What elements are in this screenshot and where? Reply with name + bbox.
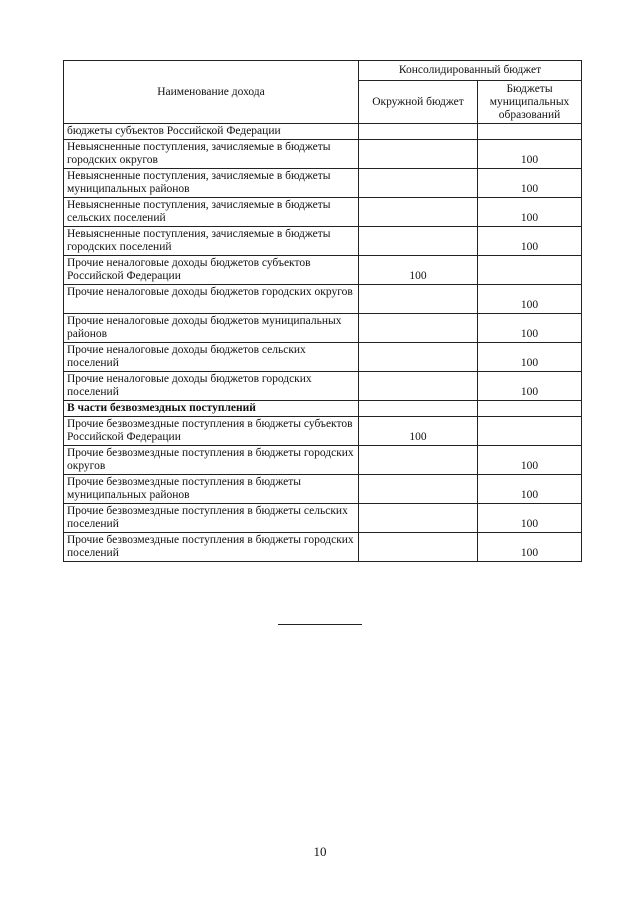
- row-name: Прочие неналоговые доходы бюджетов сельских поселений: [64, 343, 359, 372]
- separator-line: [278, 624, 362, 625]
- income-allocation-table: [63, 60, 582, 562]
- header-consolidated-budget: Консолидированный бюджет: [359, 61, 582, 81]
- district-value: [359, 140, 478, 169]
- district-value: [359, 504, 478, 533]
- row-name: Прочие безвозмездные поступления в бюджеты городских округов: [64, 446, 359, 475]
- municipal-value: 100: [478, 285, 582, 314]
- table-row: [64, 446, 582, 475]
- district-value: [359, 475, 478, 504]
- district-value: [359, 198, 478, 227]
- row-name: Прочие безвозмездные поступления в бюджеты городских поселений: [64, 533, 359, 562]
- district-value: [359, 446, 478, 475]
- row-name: Невыясненные поступления, зачисляемые в бюджеты муниципальных районов: [64, 169, 359, 198]
- row-name: Прочие безвозмездные поступления в бюджеты сельских поселений: [64, 504, 359, 533]
- table-row: [64, 124, 582, 140]
- table-row: [64, 504, 582, 533]
- district-value: [359, 285, 478, 314]
- section-row: [64, 401, 582, 417]
- table-row: [64, 417, 582, 446]
- table-row: [64, 227, 582, 256]
- table-row: [64, 343, 582, 372]
- municipal-value: 100: [478, 446, 582, 475]
- row-name: бюджеты субъектов Российской Федерации: [64, 124, 359, 140]
- district-value: 100: [359, 256, 478, 285]
- district-value: [359, 343, 478, 372]
- municipal-value: 100: [478, 198, 582, 227]
- district-value: [359, 372, 478, 401]
- table-row: [64, 140, 582, 169]
- table-row: [64, 314, 582, 343]
- row-name: Прочие неналоговые доходы бюджетов муниципальных районов: [64, 314, 359, 343]
- table-row: [64, 285, 582, 314]
- municipal-value: 100: [478, 314, 582, 343]
- municipal-value: 100: [478, 533, 582, 562]
- header-municipal-budgets: Бюджеты муниципальных образований: [478, 81, 582, 124]
- district-value: [359, 533, 478, 562]
- table-row: [64, 169, 582, 198]
- district-value: [359, 227, 478, 256]
- table-row: [64, 372, 582, 401]
- row-name: Прочие неналоговые доходы бюджетов городских поселений: [64, 372, 359, 401]
- row-name: Прочие неналоговые доходы бюджетов городских округов: [64, 285, 359, 314]
- header-district-budget: Окружной бюджет: [359, 81, 478, 124]
- municipal-value: 100: [478, 140, 582, 169]
- municipal-value: [478, 256, 582, 285]
- row-name: Невыясненные поступления, зачисляемые в бюджеты городских округов: [64, 140, 359, 169]
- table-row: [64, 475, 582, 504]
- municipal-value: 100: [478, 343, 582, 372]
- row-name: Прочие неналоговые доходы бюджетов субъектов Российской Федерации: [64, 256, 359, 285]
- header-income-name: Наименование дохода: [64, 61, 359, 124]
- municipal-value: 100: [478, 475, 582, 504]
- municipal-value: [478, 417, 582, 446]
- municipal-value: 100: [478, 227, 582, 256]
- row-name: Невыясненные поступления, зачисляемые в бюджеты сельских поселений: [64, 198, 359, 227]
- municipal-value: 100: [478, 169, 582, 198]
- row-name: Невыясненные поступления, зачисляемые в бюджеты городских поселений: [64, 227, 359, 256]
- table-row: [64, 533, 582, 562]
- page-number: 10: [313, 844, 327, 859]
- row-name: Прочие безвозмездные поступления в бюджеты субъектов Российской Федерации: [64, 417, 359, 446]
- district-value: [359, 169, 478, 198]
- district-value: 100: [359, 417, 478, 446]
- municipal-value: 100: [478, 372, 582, 401]
- table-row: [64, 198, 582, 227]
- municipal-value: 100: [478, 504, 582, 533]
- section-heading: В части безвозмездных поступлений: [64, 401, 359, 417]
- row-name: Прочие безвозмездные поступления в бюджеты муниципальных районов: [64, 475, 359, 504]
- table-row: [64, 256, 582, 285]
- district-value: [359, 314, 478, 343]
